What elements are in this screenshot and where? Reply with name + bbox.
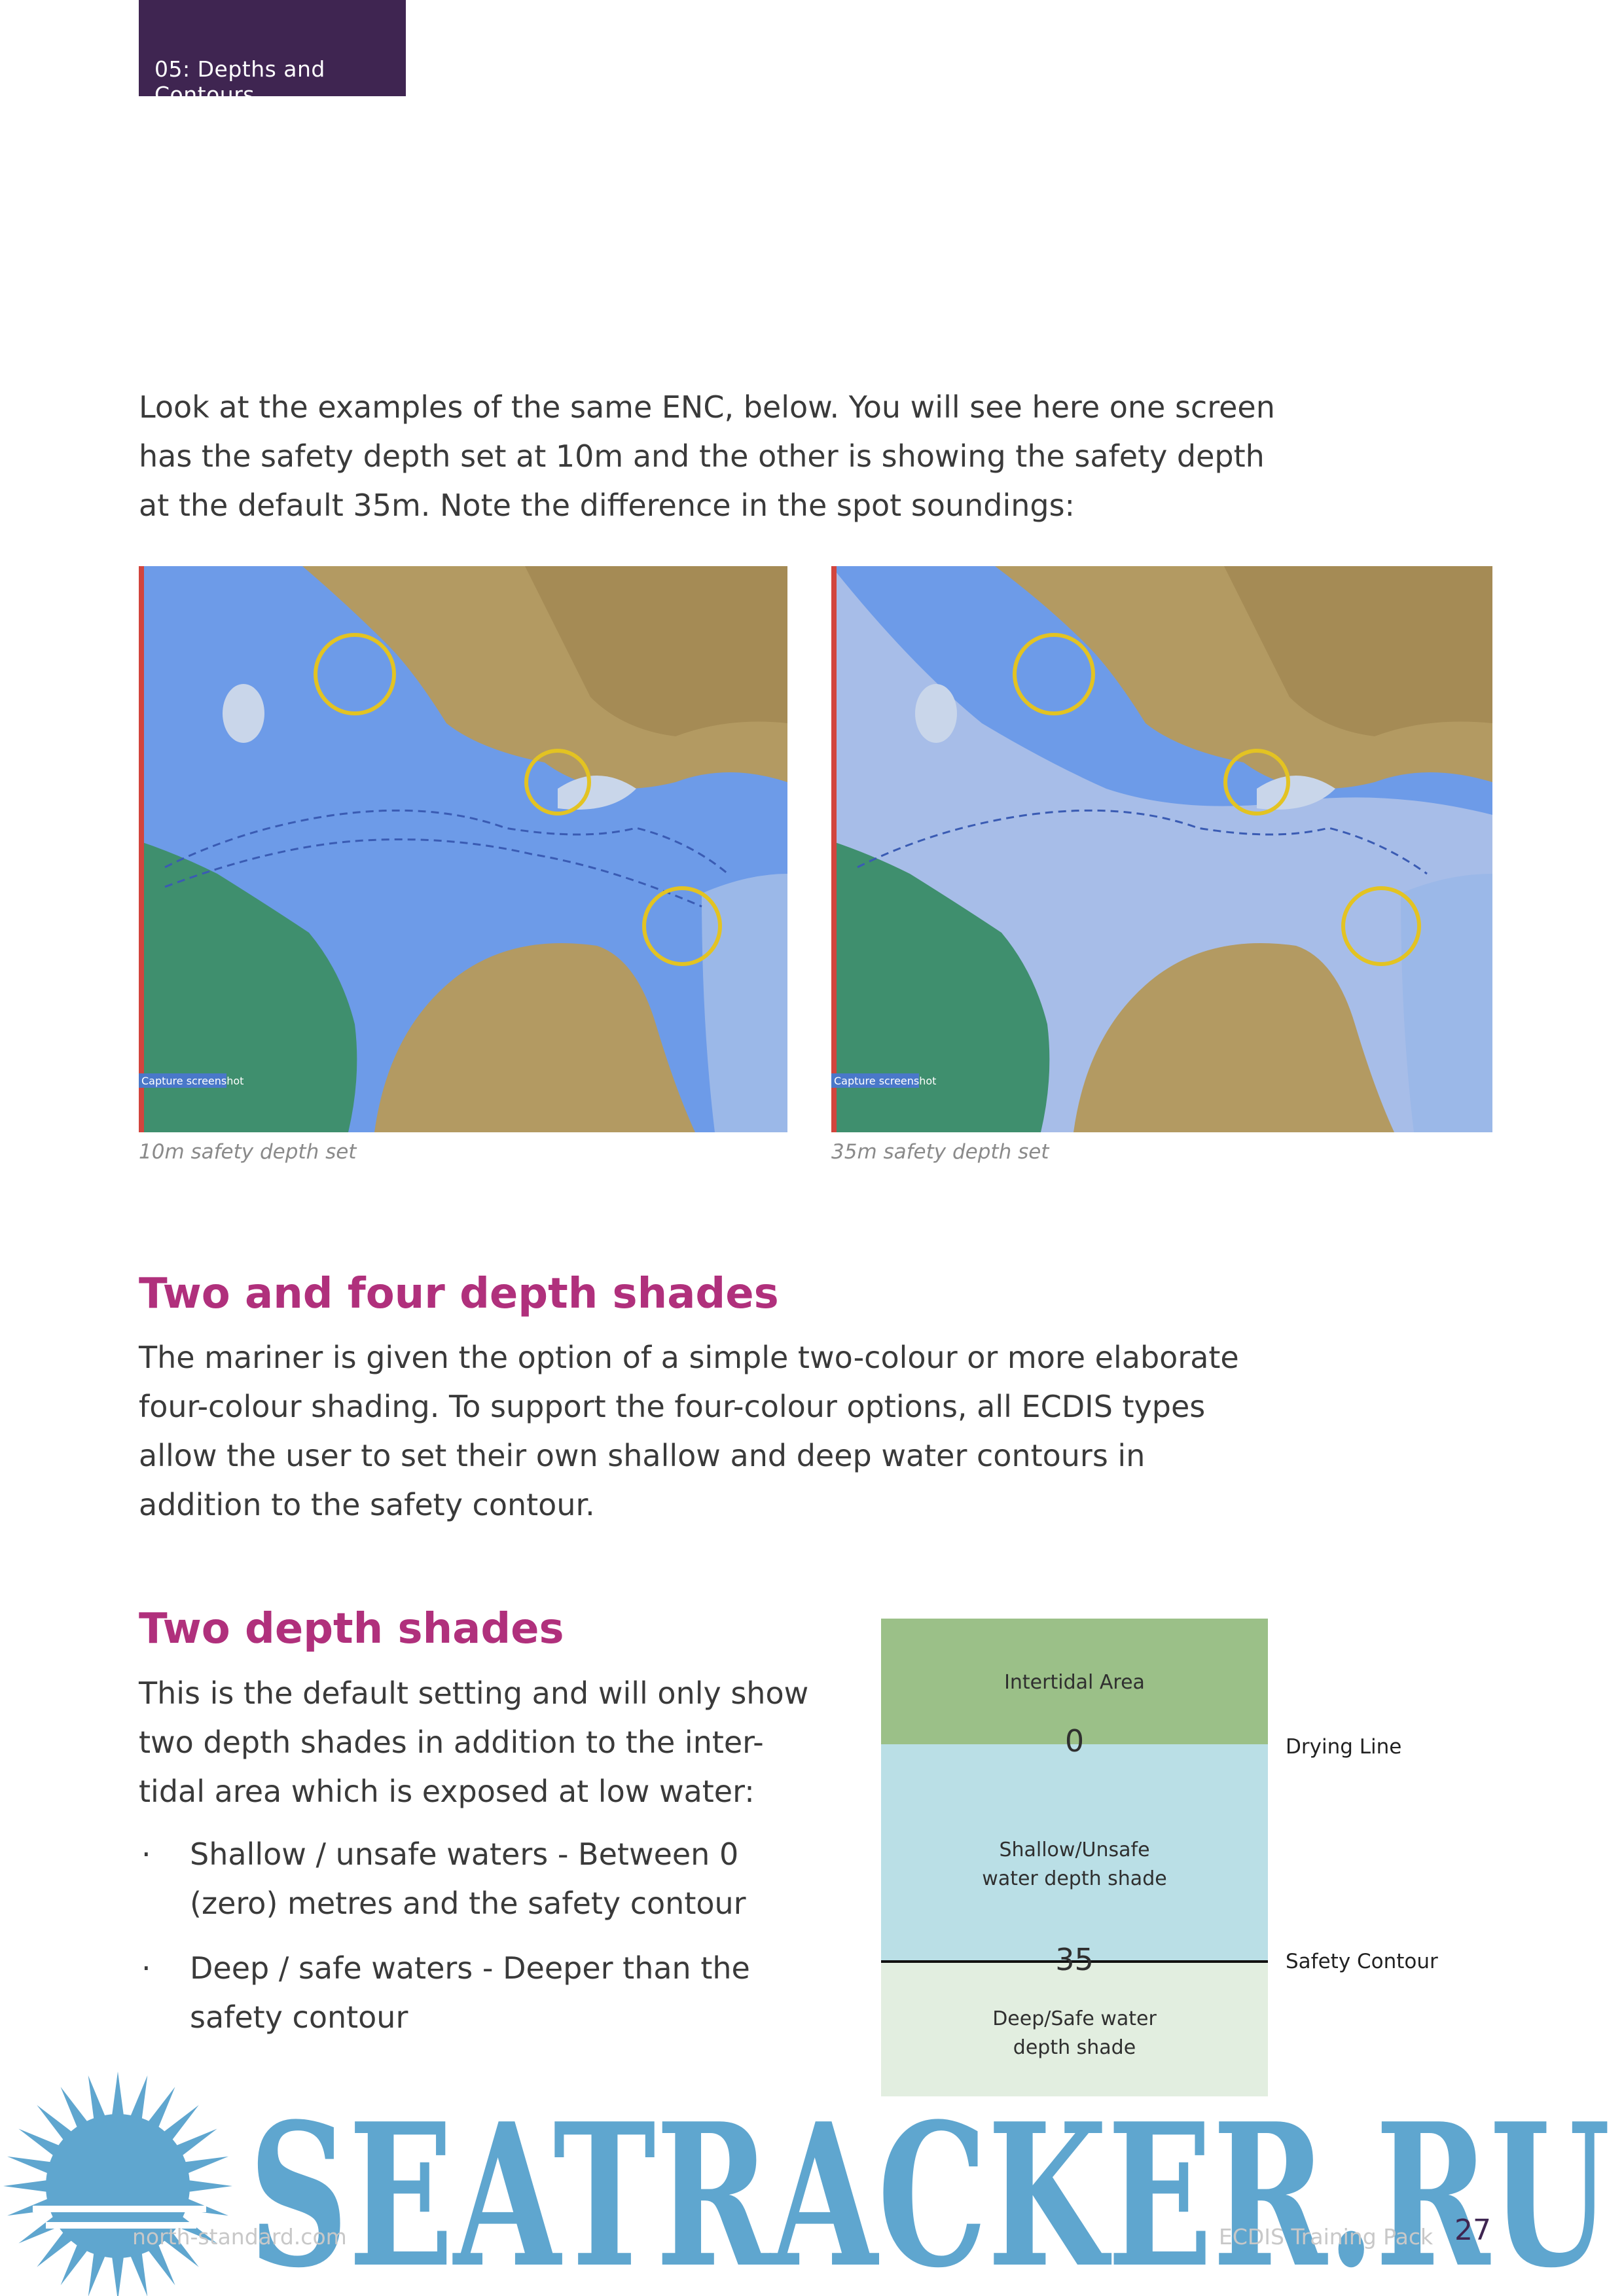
footer-title: ECDIS Training Pack [1219, 2224, 1434, 2250]
sun-logo-icon [3, 2072, 232, 2296]
watermark-text: SEATRACKER.RU [249, 2080, 1610, 2296]
sun-ray [88, 2075, 106, 2121]
sun-ray [3, 2180, 49, 2193]
sun-ray [130, 2251, 147, 2296]
safety-contour-label: Safety Contour [1286, 1950, 1438, 1973]
sun-ray [183, 2157, 228, 2174]
chart-overlay-label: Capture screenshot [141, 1075, 244, 1087]
depth-shade-diagram [881, 1619, 1482, 2096]
safety-value: 35 [1055, 1942, 1094, 1977]
shallow-label-2: water depth shade [982, 1867, 1167, 1890]
sun-ray [130, 2075, 147, 2121]
shades-paragraph: The mariner is given the option of a simple two-colour or more elaborate four-colour shading. To support the four-colour options, all ECDIS types allow the user to set their own shallow and deep water contours in addition to the safety contour. [139, 1340, 1239, 1522]
sun-ray [187, 2180, 232, 2193]
figure-caption-10m: 10m safety depth set [139, 1140, 357, 1164]
sun-ray [112, 2072, 124, 2117]
heading-two-depth-shades: Two depth shades [139, 1605, 564, 1653]
figure-caption-35m: 35m safety depth set [831, 1140, 1049, 1164]
drying-line-label: Drying Line [1286, 1735, 1402, 1759]
page-number: 27 [1454, 2214, 1491, 2247]
seatracker-watermark [0, 2049, 1624, 2296]
chart-overlay-label: Capture screenshot [834, 1075, 937, 1087]
section-tag: 05: Depths and Contours [139, 0, 406, 96]
list-item: · Shallow / unsafe waters - Between 0 (zero) metres and the safety contour [139, 1830, 820, 1928]
list-item: · Deep / safe waters - Deeper than the safety contour [139, 1944, 820, 2042]
bullet-dot: · [141, 1950, 151, 1986]
two-shades-paragraph: This is the default setting and will only show two depth shades in addition to the inter-tidal area which is exposed at low water: [139, 1676, 809, 1809]
footer-website[interactable]: north-standard.com [132, 2224, 347, 2250]
deep-label-1: Deep/Safe water [992, 2007, 1157, 2030]
drying-value: 0 [1064, 1723, 1085, 1759]
deep-label-2: depth shade [1013, 2036, 1136, 2059]
enc-chart-10m-image [139, 566, 787, 1132]
sun-ray [112, 2255, 124, 2296]
sun-ray [7, 2157, 53, 2174]
intro-paragraph: Look at the examples of the same ENC, below. You will see here one screen has the safety depth set at 10m and the other is showing the safety depth at the default 35m. Note the difference in the spot soundings: [139, 389, 1275, 523]
intertidal-label: Intertidal Area [1004, 1671, 1145, 1694]
sun-ray [88, 2251, 106, 2296]
depth-bullet-list [139, 1830, 820, 2058]
heading-two-and-four-shades: Two and four depth shades [139, 1270, 779, 1318]
shallow-label-1: Shallow/Unsafe [999, 1839, 1150, 1861]
bullet-dot: · [141, 1837, 151, 1872]
enc-chart-35m-image [831, 566, 1492, 1132]
